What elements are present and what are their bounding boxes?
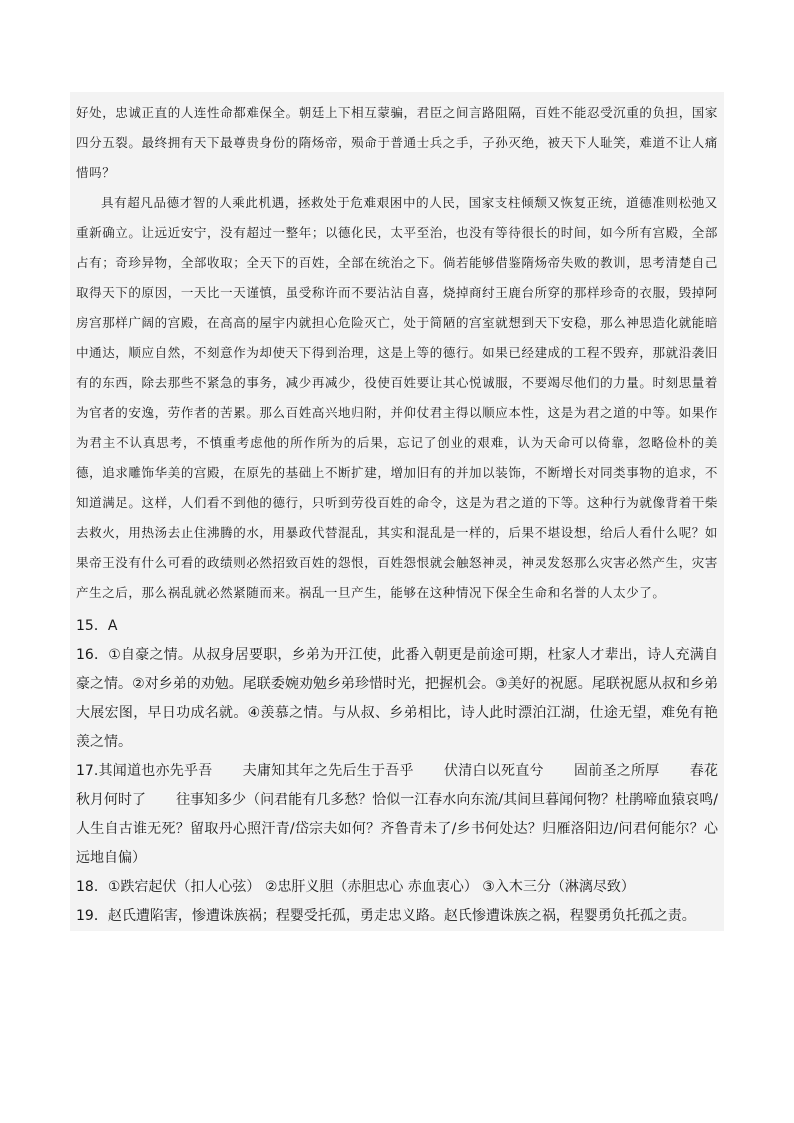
answer-17-item: 往事知多少（问君能有几多愁？恰似一江春水向东流/其间旦暮闻何物？杜鹃啼血猿哀鸣/人生自古谁无死？留取丹心照汗青/岱宗夫如何？齐鲁青未了/乡书何处达？归雁洛阳边/问君何能尔？心远地自偏）	[76, 792, 718, 866]
answer-19: 19．赵氏遭陷害，惨遭诛族祸；程婴受托孤，勇走忠义路。赵氏惨遭诛族之祸，程婴勇负托孤之责。	[76, 908, 696, 924]
translation-paragraph-2: 具有超凡品德才智的人乘此机遇，拯救处于危难艰困中的人民，国家支柱倾颓又恢复正统，道德准则松弛又重新确立。让远近安宁，没有超过一整年；以德化民，太平至治，也没有等待很长的时间，如今所有宫殿，全部占有；奇珍异物，全部收取；全天下的百姓，全部在统治之下。倘若能够借鉴隋炀帝失败的教训，思考清楚自己取得天下的原因，一天比一天谨慎，虽受称许而不要沾沾自喜，烧掉商纣王鹿台所穿的那样珍奇的衣服，毁掉阿房宫那样广阔的宫殿，在高高的屋宇内就担心危险灭亡，处于简陋的宫室就想到天下安稳，那么神思造化就能暗中通达，顺应自然，不刻意作为却使天下得到治理，这是上等的德行。如果已经建成的工程不毁弃，那就沿袭旧有的东西，除去那些不紧急的事务，减少再减少，役使百姓要让其心悦诚服，不要竭尽他们的力量。时刻思量着为官者的安逸，劳作者的苦累。那么百姓高兴地归附，并仰仗君主得以顺应本性，这是为君之道的中等。如果作为君主不认真思考，不慎重考虑他的所作所为的后果，忘记了创业的艰难，认为天命可以倚靠，忽略俭朴的美德，追求雕饰华美的宫殿，在原先的基础上不断扩建，增加旧有的并加以装饰，不断增长对同类事物的追求，不知道满足。这样，人们看不到他的德行，只听到劳役百姓的命令，这是为君之道的下等。这种行为就像背着干柴去救火，用热汤去止住沸腾的水，用暴政代替混乱，其实和混乱是一样的，后果不堪设想，给后人看什么呢？如果帝王没有什么可看的政绩则必然招致百姓的怨恨，百姓怨恨就会触怒神灵，神灵发怒那么灾害必然产生，灾害产生之后，那么祸乱就必然紧随而来。祸乱一旦产生，能够在这种情况下保全生命和名誉的人太少了。	[76, 195, 718, 600]
answer-18: 18．①跌宕起伏（扣人心弦） ②忠肝义胆（赤胆忠心 赤血衷心） ③入木三分（淋漓尽致）	[76, 879, 635, 895]
answers-block	[70, 612, 724, 931]
answer-16: 16．①自豪之情。从叔身居要职，乡弟为开江使，此番入朝更是前途可期，杜家人才辈出，诗人充满自豪之情。②对乡弟的劝勉。尾联委婉劝勉乡弟珍惜时光，把握机会。③美好的祝愿。尾联祝愿从叔和乡弟大展宏图，早日功成名就。④羡慕之情。与从叔、乡弟相比，诗人此时漂泊江湖，仕途无望，难免有艳羡之情。	[76, 647, 718, 750]
answer-17-item: 夫庸知其年之先后生于吾乎	[242, 763, 414, 779]
answer-15: 15．A	[76, 618, 118, 634]
answer-17	[76, 757, 718, 873]
translation-paragraph-1: 好处，忠诚正直的人连性命都难保全。朝廷上下相互蒙骗，君臣之间言路阻隔，百姓不能忍受沉重的负担，国家四分五裂。最终拥有天下最尊贵身份的隋炀帝，殒命于普通士兵之手，子孙灭绝，被天下人耻笑，难道不让人痛惜吗？	[76, 105, 718, 180]
answer-17-item: 17.其闻道也亦先乎吾	[76, 763, 213, 779]
document-page	[70, 92, 724, 931]
answer-17-item: 春花秋月何时了	[76, 763, 719, 808]
answer-17-item: 固前圣之所厚	[573, 763, 660, 779]
translation-block	[70, 92, 724, 612]
answer-17-item: 伏清白以死直兮	[443, 763, 544, 779]
